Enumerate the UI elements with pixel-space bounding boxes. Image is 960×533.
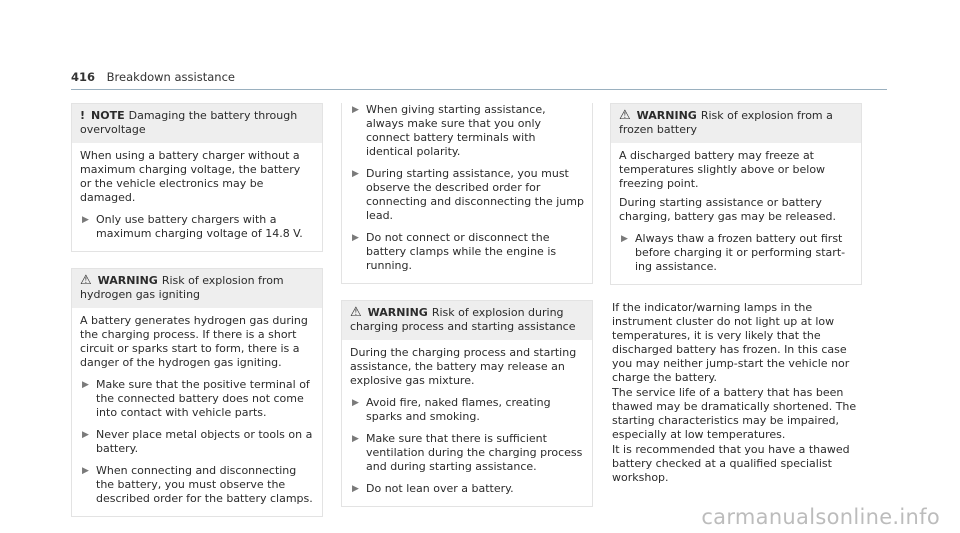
column-3 bbox=[610, 103, 862, 486]
section-title: Breakdown assistance bbox=[106, 70, 235, 84]
arrow-icon: ▶ bbox=[82, 466, 89, 476]
header-rule bbox=[71, 89, 887, 90]
list-item: ▶ During starting assistance, you must observe the described order for connecting and disconnecting the jump lead. bbox=[352, 167, 584, 222]
column-2 bbox=[341, 103, 593, 523]
warning-title: Risk of explosion from hydrogen gas igniting bbox=[80, 274, 284, 301]
list-item: ▶ Always thaw a frozen battery out first before charging it or performing start-ing assistance. bbox=[621, 232, 846, 273]
notice-title: Damaging the battery through overvoltage bbox=[80, 109, 298, 136]
warning-box-frozen bbox=[610, 103, 862, 285]
notice-text: When using a battery charger without a maximum charging voltage, the battery or the vehicle electronics may be damaged. bbox=[80, 149, 301, 204]
warning-label: WARNING bbox=[97, 274, 158, 287]
body-text bbox=[610, 301, 862, 485]
arrow-icon: ▶ bbox=[82, 215, 89, 225]
warning-text: A battery generates hydrogen gas during the charging process. If there is a short circuit or sparks start to form, there is a danger of the hydrogen gas igniting. bbox=[80, 314, 308, 369]
list-item: ▶ Make sure that there is sufficient ventilation during the charging process and during starting assistance. bbox=[352, 432, 583, 473]
arrow-icon: ▶ bbox=[352, 169, 359, 179]
warning-text: A discharged battery may freeze at temperatures slightly above or below freezing point. bbox=[619, 149, 826, 190]
arrow-icon: ▶ bbox=[352, 484, 359, 494]
notice-box bbox=[71, 103, 323, 252]
list-item: ▶ Do not lean over a battery. bbox=[352, 482, 514, 495]
warning-triangle-icon: ⚠ bbox=[350, 305, 362, 320]
notice-label: NOTE bbox=[91, 109, 125, 122]
arrow-icon: ▶ bbox=[82, 380, 89, 390]
list-item: ▶ Do not connect or disconnect the battery clamps while the engine is running. bbox=[352, 231, 557, 272]
warning-title: Risk of explosion during charging process and starting assistance bbox=[350, 306, 576, 333]
arrow-icon: ▶ bbox=[352, 398, 359, 408]
warning-header bbox=[72, 269, 322, 308]
watermark: carmanualsonline.info bbox=[701, 505, 940, 529]
list-item: ▶ When giving starting assistance, always make sure that you only connect battery terminals with identical polarity. bbox=[352, 103, 546, 158]
warning-box-charging bbox=[341, 300, 593, 507]
warning-header bbox=[611, 104, 861, 143]
arrow-icon: ▶ bbox=[82, 430, 89, 440]
arrow-icon: ▶ bbox=[352, 434, 359, 444]
page-header bbox=[71, 70, 235, 84]
list-item: ▶ Never place metal objects or tools on a battery. bbox=[82, 428, 313, 455]
warning-text: During the charging process and starting assistance, the battery may release an explosive gas mixture. bbox=[350, 346, 577, 387]
warning-title: Risk of explosion from a frozen battery bbox=[619, 109, 833, 136]
warning-text: During starting assistance or battery charging, battery gas may be released. bbox=[619, 196, 836, 223]
arrow-icon: ▶ bbox=[352, 233, 359, 243]
paragraph: If the indicator/warning lamps in the instrument cluster do not light up at low temperatures, it is very likely that the discharged battery has frozen. In this case you may neither jump-start the vehicle nor charge the battery. bbox=[612, 301, 850, 384]
exclamation-icon: ! bbox=[80, 109, 86, 122]
warning-triangle-icon: ⚠ bbox=[619, 108, 631, 123]
list-item: ▶ Make sure that the positive terminal of the connected battery does not come into contact with vehicle parts. bbox=[82, 378, 310, 419]
list-item: ▶ Only use battery chargers with a maximum charging voltage of 14.8 V. bbox=[82, 213, 303, 240]
notice-header bbox=[72, 104, 322, 143]
page-number: 416 bbox=[71, 70, 96, 84]
column-1 bbox=[71, 103, 323, 533]
paragraph: The service life of a battery that has been thawed may be dramatically shortened. The starting characteristics may be impaired, especially at low temperatures. bbox=[612, 386, 857, 441]
warning-label: WARNING bbox=[367, 306, 428, 319]
list-item: ▶ When connecting and disconnecting the battery, you must observe the described order for the battery clamps. bbox=[82, 464, 313, 505]
paragraph: It is recommended that you have a thawed battery checked at a qualified specialist workshop. bbox=[612, 443, 850, 484]
warning-header bbox=[342, 301, 592, 340]
arrow-icon: ▶ bbox=[621, 234, 628, 244]
arrow-icon: ▶ bbox=[352, 105, 359, 115]
warning-box-continued bbox=[341, 103, 593, 284]
warning-triangle-icon: ⚠ bbox=[80, 273, 92, 288]
warning-box-hydrogen bbox=[71, 268, 323, 517]
list-item: ▶ Avoid fire, naked flames, creating sparks and smoking. bbox=[352, 396, 551, 423]
warning-label: WARNING bbox=[636, 109, 697, 122]
